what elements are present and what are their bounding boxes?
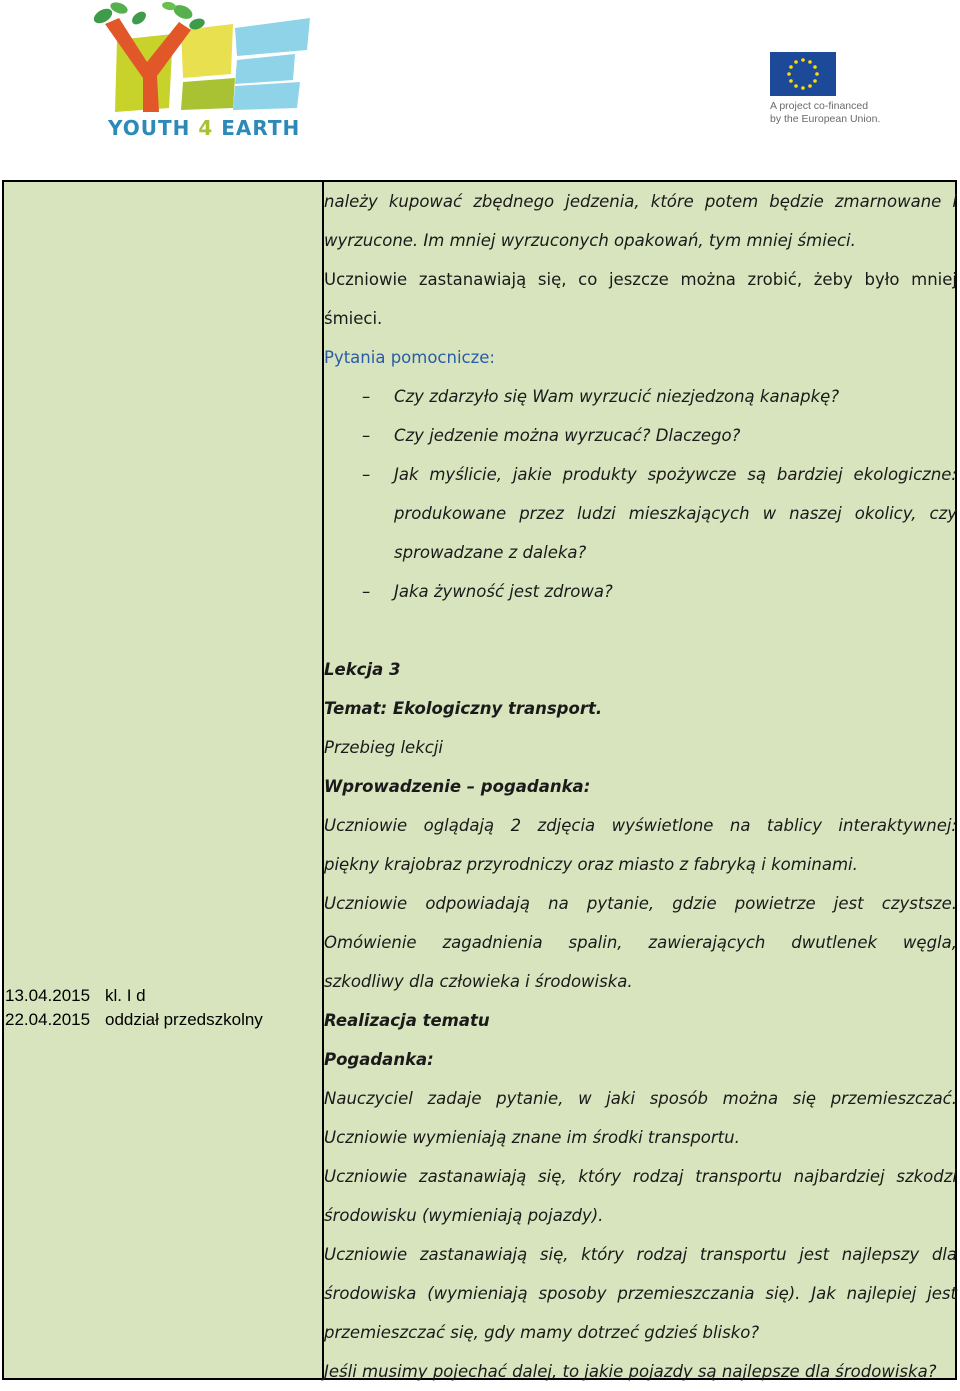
date-row-2 [5,1008,317,1032]
question-text: Czy zdarzyło się Wam wyrzucić niezjedzoną kanapkę? [394,387,840,406]
question-item [324,455,957,572]
question-item [324,377,957,416]
date-row-1 [5,984,317,1008]
lesson-number: Lekcja 3 [324,660,401,679]
lesson-content-cell [324,182,957,1391]
lesson-topic: Temat: Ekologiczny transport. [324,699,603,718]
date-class-cell [5,984,317,1032]
date-1: 13.04.2015 [5,986,91,1005]
introduction-heading: Wprowadzenie – pogadanka: [324,777,591,796]
date-2: 22.04.2015 [5,1010,91,1029]
class-2: oddział przedszkolny [105,1010,263,1029]
spacer [324,611,957,650]
paragraph-line: Omówienie zagadnienia spalin, zawierających dwutlenek węgla, [324,933,957,952]
paragraph-line: śmieci. [324,309,383,328]
talk-heading: Pogadanka: [324,1050,434,1069]
dash-bullet: – [362,582,371,601]
paragraph-line: środowiska (wymieniają sposoby przemieszczania się). Jak najlepiej jest [324,1284,957,1303]
paragraph-line: Uczniowie odpowiadają na pytanie, gdzie powietrze jest czystsze. [324,894,957,913]
topic-realization-heading: Realizacja tematu [324,1011,490,1030]
paragraph-line: piękny krajobraz przyrodniczy oraz miasto z fabryką i kominami. [324,855,858,874]
class-1: kl. I d [105,986,146,1005]
paragraph-line: wyrzucone. Im mniej wyrzuconych opakowań, tym mniej śmieci. [324,231,856,250]
eu-caption-line2: by the European Union. [770,113,881,125]
paragraph-line: Jeśli musimy pojechać dalej, to jakie pojazdy są najlepsze dla środowiska? [324,1362,937,1381]
paragraph-line: przemieszczać się, gdy mamy dotrzeć gdzieś blisko? [324,1323,760,1342]
lesson-flow-heading: Przebieg lekcji [324,738,444,757]
eu-caption-line1: A project co-financed [770,100,869,112]
question-text: sprowadzane z daleka? [394,543,587,562]
paragraph-line: Uczniowie zastanawiają się, który rodzaj transportu najbardziej szkodzi [324,1167,957,1186]
logo-word-four: 4 [198,116,214,140]
paragraph-line: szkodliwy dla człowieka i środowiska. [324,972,633,991]
lesson-table [2,180,957,1380]
question-item [324,416,957,455]
eu-caption [770,100,880,126]
dash-bullet: – [362,426,371,445]
paragraph-line: Uczniowie wymieniają znane im środki transportu. [324,1128,740,1147]
question-text: Jaka żywność jest zdrowa? [394,582,613,601]
logo-word-earth: EARTH [213,116,301,140]
paragraph-line: Nauczyciel zadaje pytanie, w jaki sposób można się przemieszczać. [324,1089,957,1108]
question-text: Czy jedzenie można wyrzucać? Dlaczego? [394,426,741,445]
dash-bullet: – [362,465,371,484]
eu-flag-icon [770,52,836,96]
dash-bullet: – [362,387,371,406]
question-item [324,572,957,611]
question-text: Jak myślicie, jakie produkty spożywcze są bardziej ekologiczne: [394,465,957,484]
paragraph-line: Uczniowie zastanawiają się, co jeszcze można zrobić, żeby było mniej [324,270,957,289]
page-header [0,0,960,178]
helper-questions-heading: Pytania pomocnicze: [324,348,495,367]
paragraph-line: środowisku (wymieniają pojazdy). [324,1206,604,1225]
logo-wordmark [108,116,300,140]
question-text: produkowane przez ludzi mieszkających w naszej okolicy, czy [394,504,957,523]
paragraph-line: Uczniowie zastanawiają się, który rodzaj transportu jest najlepszy dla [324,1245,957,1264]
paragraph-line: Uczniowie oglądają 2 zdjęcia wyświetlone na tablicy interaktywnej: [324,816,957,835]
paragraph-line: należy kupować zbędnego jedzenia, które potem będzie zmarnowane i [324,192,957,211]
logo-word-youth: YOUTH [108,116,199,140]
